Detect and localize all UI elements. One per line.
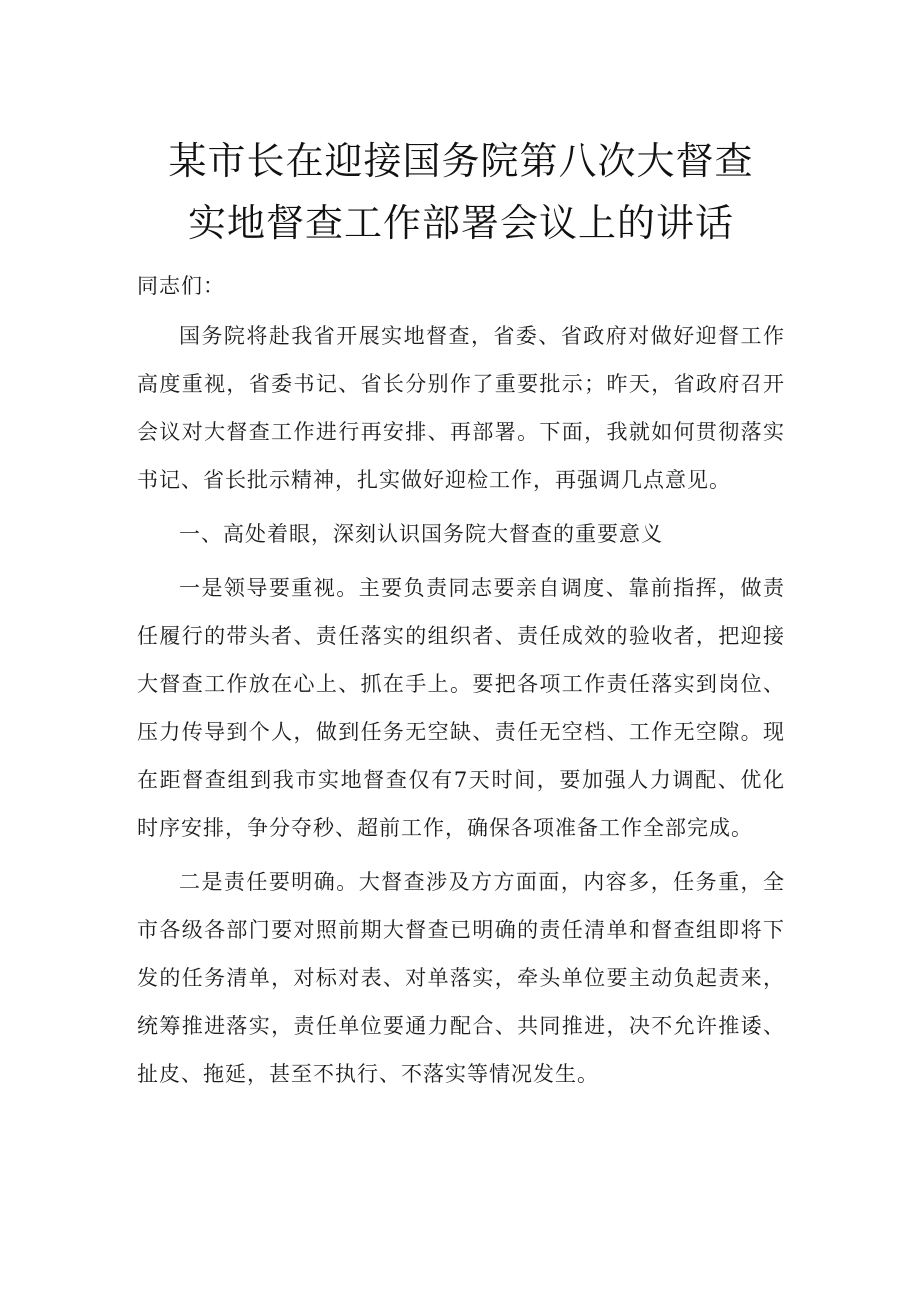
section-heading-1: 一、高处着眼，深刻认识国务院大督查的重要意义 [179,522,663,546]
paragraph-responsibility: 二是责任要明确。大督查涉及方方面面，内容多，任务重，全市各级各部门要对照前期大督查已明确的责任清单和督查组即将下发的任务清单，对标对表、对单落实，牵头单位要主动负起责来，统筹推进落实，责任单位要通力配合、共同推进，决不允许推诿、扯皮、拖延，甚至不执行、不落实等情况发生。 [137,870,785,1086]
paragraph-intro: 国务院将赴我省开展实地督查，省委、省政府对做好迎督工作高度重视，省委书记、省长分别作了重要批示；昨天，省政府召开会议对大督查工作进行再安排、再部署。下面，我就如何贯彻落实书记、省长批示精神，扎实做好迎检工作，再强调几点意见。 [137,324,785,492]
salutation: 同志们： [137,274,225,298]
title-line-2: 实地督查工作部署会议上的讲话 [187,201,734,245]
document-title [137,130,785,254]
title-line-1: 某市长在迎接国务院第八次大督查 [168,139,754,183]
paragraph-leadership: 一是领导要重视。主要负责同志要亲自调度、靠前指挥，做责任履行的带头者、责任落实的组织者、责任成效的验收者，把迎接大督查工作放在心上、抓在手上。要把各项工作责任落实到岗位、压力传导到个人，做到任务无空缺、责任无空档、工作无空隙。现在距督查组到我市实地督查仅有7天时间，要加强人力调配、优化时序安排，争分夺秒、超前工作，确保各项准备工作全部完成。 [137,576,785,840]
document-body [137,310,785,1098]
